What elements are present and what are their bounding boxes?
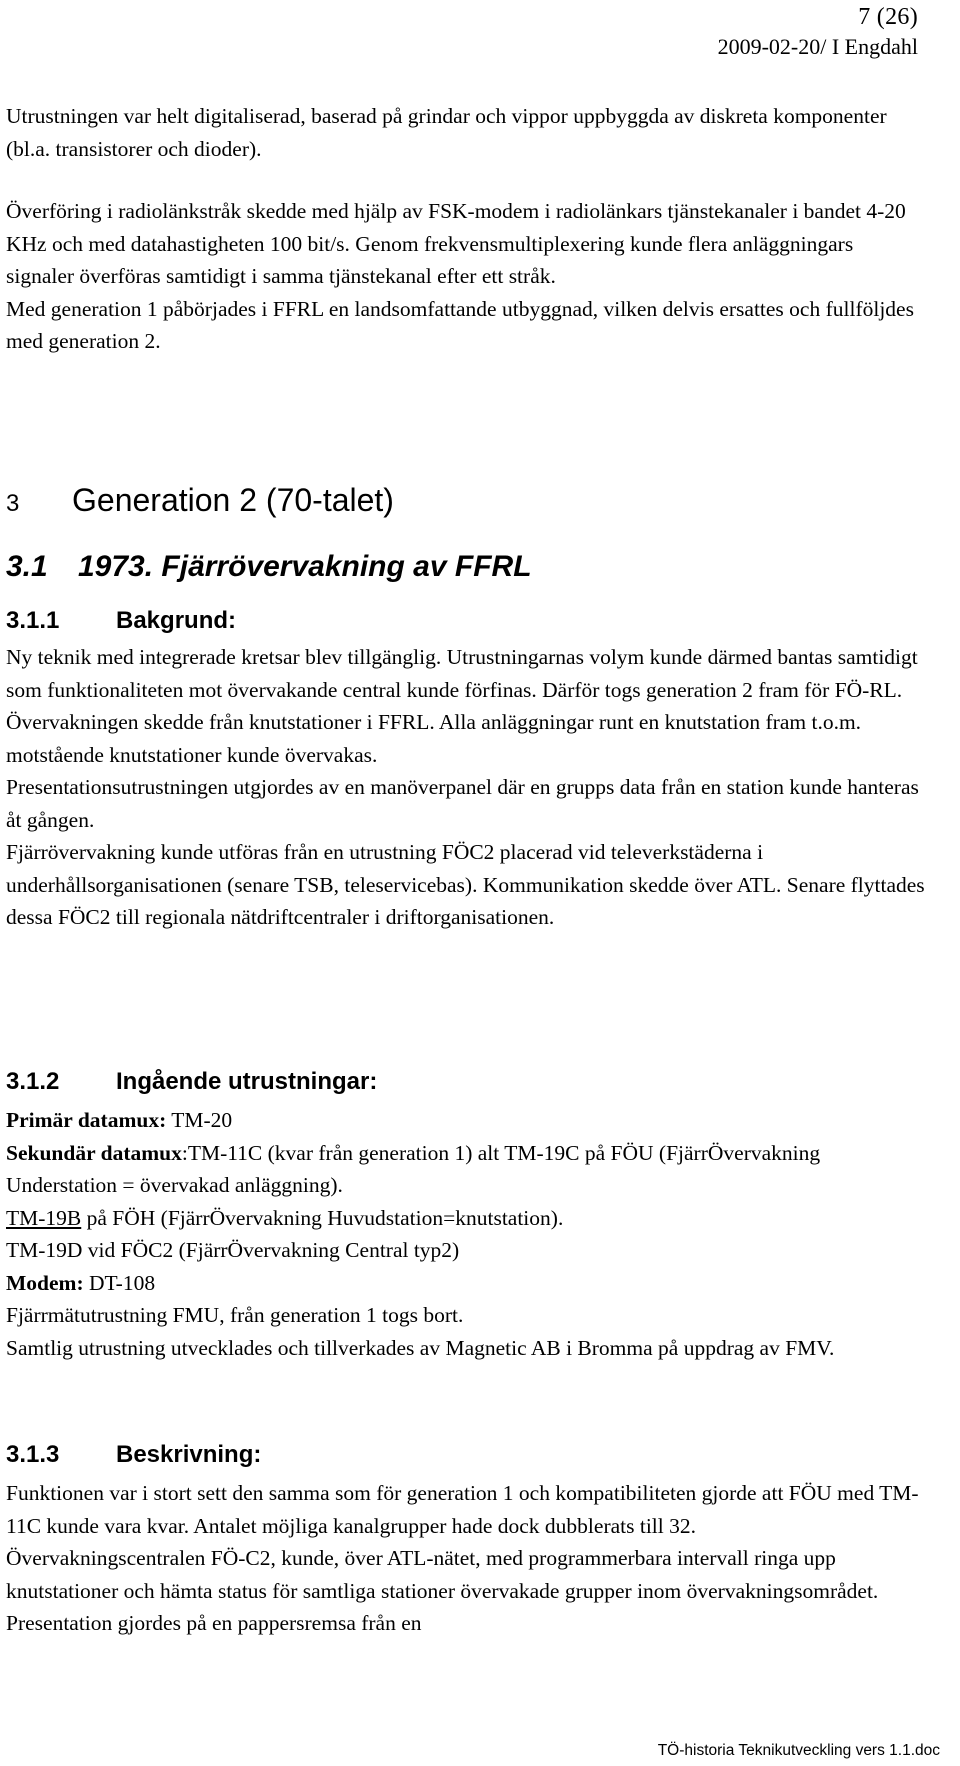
heading-title: Bakgrund: [116, 607, 236, 634]
equipment-section [6, 1104, 926, 1364]
body-paragraph: Presentationsutrustningen utgjordes av en manöverpanel där en grupps data från en station kunde hanteras åt gången. [6, 775, 919, 832]
heading-number: 3 [6, 490, 20, 517]
equipment-value: DT-108 [83, 1270, 156, 1295]
body-paragraph: Funktionen var i stort sett den samma som för generation 1 och kompatibiliteten gjorde att FÖU med TM-11C kunde vara kvar. Antalet möjliga kanalgrupper hade dock dubblerats till 32. [6, 1481, 919, 1538]
heading-number: 3.1 [6, 550, 48, 583]
equipment-label: Modem: [6, 1270, 84, 1295]
underlined-code: TM-19B [6, 1205, 82, 1230]
section-heading-3-1-1 [6, 604, 236, 638]
header-date-author: 2009-02-20/ I Engdahl [717, 34, 918, 59]
equipment-label: Sekundär datamux [6, 1140, 182, 1165]
equipment-label: Primär datamux: [6, 1108, 167, 1132]
beskrivning-section [6, 1477, 926, 1640]
heading-number: 3.1.3 [6, 1441, 60, 1468]
heading-number: 3.1.1 [6, 607, 60, 634]
body-paragraph: Samtlig utrustning utvecklades och tillverkades av Magnetic AB i Bromma på uppdrag av FMV. [6, 1335, 835, 1360]
page-number: 7 (26) [858, 4, 918, 30]
intro-paragraph: Utrustningen var helt digitaliserad, baserad på grindar och vippor uppbyggda av diskreta komponenter (bl.a. transistorer och dioder). [6, 104, 887, 161]
heading-title: Ingående utrustningar: [116, 1068, 378, 1095]
heading-number: 3.1.2 [6, 1068, 60, 1095]
equipment-modem [6, 1267, 926, 1300]
section-heading-3-1-2 [6, 1065, 377, 1099]
footer-filename: TÖ-historia Teknikutveckling vers 1.1.doc [657, 1742, 940, 1759]
section-heading-3 [6, 480, 394, 524]
body-paragraph: Övervakningscentralen FÖ-C2, kunde, över ATL-nätet, med programmerbara intervall ringa upp knutstationer och hämta status för samtliga stationer övervakade grupper inom övervakningsområdet. Presentation gjordes på en pappersremsa från en [6, 1546, 879, 1635]
equipment-secondary [6, 1137, 926, 1202]
equipment-value: TM-20 [166, 1108, 233, 1132]
section-heading-3-1-3 [6, 1438, 261, 1472]
heading-title: Beskrivning: [116, 1441, 262, 1468]
equipment-tm19d: TM-19D vid FÖC2 (FjärrÖvervakning Central typ2) [6, 1238, 460, 1262]
heading-title: 1973. Fjärrövervakning av FFRL [78, 550, 532, 583]
intro-paragraph: Med generation 1 påbörjades i FFRL en landsomfattande utbyggnad, vilken delvis ersattes och fullföljdes med generation 2. [6, 296, 914, 353]
equipment-primary [6, 1104, 926, 1137]
body-paragraph: Fjärrmätutrustning FMU, från generation 1 togs bort. [6, 1303, 464, 1327]
equipment-tm19b [6, 1202, 926, 1235]
body-paragraph: Fjärrövervakning kunde utföras från en utrustning FÖC2 placerad vid televerkstäderna i underhållsorganisationen (senare TSB, teleservicebas). Kommunikation skedde över ATL. Senare flyttades dessa FÖC2 till regionala nätdriftcentraler i driftorganisationen. [6, 840, 925, 929]
equipment-value: :TM-11C (kvar från generation 1) alt TM-19C på FÖU (FjärrÖvervakning Understation = övervakad anläggning). [6, 1140, 821, 1197]
equipment-value: på FÖH (FjärrÖvervakning Huvudstation=knutstation). [81, 1205, 564, 1230]
body-paragraph: Ny teknik med integrerade kretsar blev tillgänglig. Utrustningarnas volym kunde därmed bantas samtidigt som funktionaliteten mot övervakande central kunde förfinas. Därför togs generation 2 fram för FÖ-RL. [6, 645, 918, 702]
intro-paragraph: Överföring i radiolänkstråk skedde med hjälp av FSK-modem i radiolänkars tjänstekanaler i bandet 4-20 KHz och med datahastigheten 100 bit/s. Genom frekvensmultiplexering kunde flera anläggningars signaler överföras samtidigt i samma tjänstekanal efter ett stråk. [6, 199, 906, 288]
section-heading-3-1 [6, 547, 532, 587]
body-paragraph: Övervakningen skedde från knutstationer i FFRL. Alla anläggningar runt en knutstation fram t.o.m. motstående knutstationer kunde övervakas. [6, 710, 862, 767]
intro-section [6, 100, 926, 358]
heading-title: Generation 2 (70-talet) [72, 482, 394, 518]
bakgrund-section [6, 641, 926, 934]
